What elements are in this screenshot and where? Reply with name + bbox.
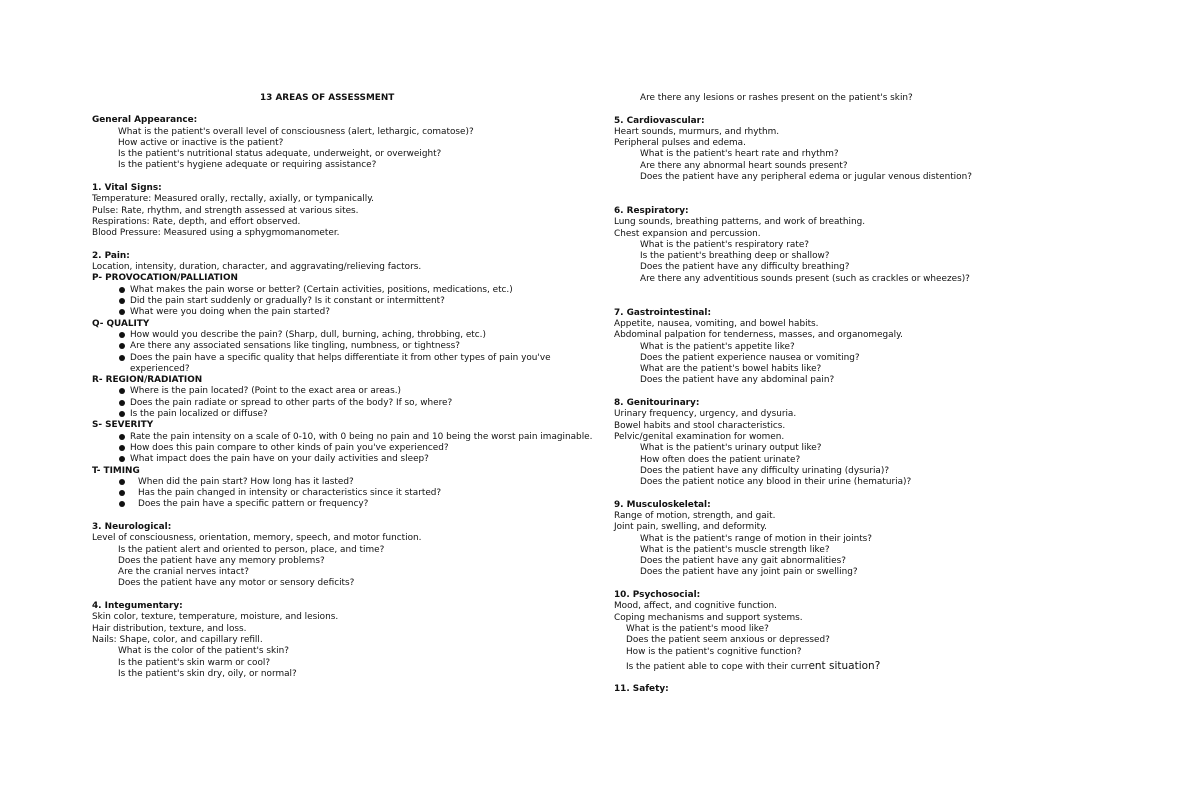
integ-line: Nails: Shape, color, and capillary refill. xyxy=(92,634,263,645)
integ-q: What is the color of the patient's skin? xyxy=(118,646,289,657)
gi-q: What are the patient's bowel habits like? xyxy=(640,364,822,375)
msk-line: Range of motion, strength, and gait. xyxy=(614,510,776,521)
vital-line: Blood Pressure: Measured using a sphygmomanometer. xyxy=(92,228,340,239)
bullet-icon xyxy=(119,411,125,417)
integ-q: Is the patient's skin warm or cool? xyxy=(118,657,271,668)
general-q1: What is the patient's overall level of consciousness (alert, lethargic, comatose)? xyxy=(118,126,474,137)
quality-heading: Q- QUALITY xyxy=(92,318,150,329)
list-item: Does the pain have a specific pattern or frequency? xyxy=(92,499,592,510)
cardio-line: Heart sounds, murmurs, and rhythm. xyxy=(614,126,780,137)
integ-heading: 4. Integumentary: xyxy=(92,601,183,612)
resp-q: Is the patient's breathing deep or shallow? xyxy=(640,251,830,262)
page-title: 13 AREAS OF ASSESSMENT xyxy=(260,93,395,103)
timing-heading: T- TIMING xyxy=(92,465,140,476)
neuro-intro: Level of consciousness, orientation, memory, speech, and motor function. xyxy=(92,533,422,544)
neuro-q: Are the cranial nerves intact? xyxy=(118,567,249,578)
psych-heading: 10. Psychosocial: xyxy=(614,590,701,601)
list-item: What makes the pain worse or better? (Certain activities, positions, medications, etc.) xyxy=(92,285,592,296)
neuro-q: Does the patient have any motor or sensory deficits? xyxy=(118,578,355,589)
resp-q: What is the patient's respiratory rate? xyxy=(640,239,809,250)
gi-q: Does the patient have any abdominal pain? xyxy=(640,375,835,386)
general-heading: General Appearance: xyxy=(92,115,198,126)
list-item: How would you describe the pain? (Sharp, dull, burning, aching, throbbing, etc.) xyxy=(92,330,592,341)
cardio-q: What is the patient's heart rate and rhythm? xyxy=(640,149,839,160)
gi-q: Does the patient experience nausea or vomiting? xyxy=(640,352,860,363)
list-item: What were you doing when the pain started? xyxy=(92,307,592,318)
gu-heading: 8. Genitourinary: xyxy=(614,398,700,409)
region-heading: R- REGION/RADIATION xyxy=(92,375,203,386)
gu-line: Pelvic/genital examination for women. xyxy=(614,431,785,442)
list-item: Has the pain changed in intensity or characteristics since it started? xyxy=(92,488,592,499)
general-q4: Is the patient's hygiene adequate or requiring assistance? xyxy=(118,160,377,171)
psych-q: Does the patient seem anxious or depressed? xyxy=(626,635,830,646)
list-item: Does the pain have a specific quality that helps differentiate it from other types of pain you've experienced? xyxy=(92,353,589,376)
msk-line: Joint pain, swelling, and deformity. xyxy=(614,522,767,533)
psych-line: Coping mechanisms and support systems. xyxy=(614,612,803,623)
psych-q: How is the patient's cognitive function? xyxy=(626,646,802,657)
general-q3: Is the patient's nutritional status adequate, underweight, or overweight? xyxy=(118,149,442,160)
resp-line: Chest expansion and percussion. xyxy=(614,228,761,239)
bullet-icon xyxy=(119,445,125,451)
bullet-icon xyxy=(119,298,125,304)
resp-q: Does the patient have any difficulty breathing? xyxy=(640,262,850,273)
bullet-icon xyxy=(119,287,125,293)
cardio-line: Peripheral pulses and edema. xyxy=(614,138,746,149)
msk-q: Does the patient have any joint pain or swelling? xyxy=(640,567,858,578)
right-column xyxy=(614,93,1134,696)
cardio-heading: 5. Cardiovascular: xyxy=(614,115,705,126)
cardio-q: Are there any abnormal heart sounds present? xyxy=(640,160,848,171)
pain-heading: 2. Pain: xyxy=(92,250,130,261)
list-item: Does the pain radiate or spread to other parts of the body? If so, where? xyxy=(92,398,592,409)
severity-heading: S- SEVERITY xyxy=(92,420,154,431)
bullet-icon xyxy=(119,332,125,338)
list-item: Is the pain localized or diffuse? xyxy=(92,409,592,420)
gi-line: Appetite, nausea, vomiting, and bowel habits. xyxy=(614,318,819,329)
cardio-q: Does the patient have any peripheral edema or jugular venous distention? xyxy=(640,172,972,183)
gi-heading: 7. Gastrointestinal: xyxy=(614,307,711,318)
gu-q: Does the patient have any difficulty urinating (dysuria)? xyxy=(640,465,890,476)
resp-line: Lung sounds, breathing patterns, and work of breathing. xyxy=(614,217,866,228)
integ-q-continued: Are there any lesions or rashes present on the patient's skin? xyxy=(640,93,913,103)
gi-q: What is the patient's appetite like? xyxy=(640,341,795,352)
vital-heading: 1. Vital Signs: xyxy=(92,183,162,194)
list-item: When did the pain start? How long has it lasted? xyxy=(92,477,592,488)
gi-line: Abdominal palpation for tenderness, masses, and organomegaly. xyxy=(614,330,903,341)
provocation-heading: P- PROVOCATION/PALLIATION xyxy=(92,273,238,284)
neuro-q: Is the patient alert and oriented to person, place, and time? xyxy=(118,544,385,555)
gu-line: Bowel habits and stool characteristics. xyxy=(614,420,786,431)
vital-line: Temperature: Measured orally, rectally, axially, or tympanically. xyxy=(92,194,374,205)
integ-line: Hair distribution, texture, and loss. xyxy=(92,623,247,634)
bullet-icon xyxy=(119,479,125,485)
neuro-q: Does the patient have any memory problems? xyxy=(118,555,325,566)
resp-q: Are there any adventitious sounds present (such as crackles or wheezes)? xyxy=(640,273,970,284)
general-q2: How active or inactive is the patient? xyxy=(118,137,284,148)
list-item: Rate the pain intensity on a scale of 0-10, with 0 being no pain and 10 being the worst pain imaginable. xyxy=(92,432,609,443)
bullet-icon xyxy=(119,434,125,440)
integ-line: Skin color, texture, temperature, moisture, and lesions. xyxy=(92,612,339,623)
resp-heading: 6. Respiratory: xyxy=(614,205,689,216)
psych-line: Mood, affect, and cognitive function. xyxy=(614,601,777,612)
neuro-heading: 3. Neurological: xyxy=(92,521,172,532)
list-item: What impact does the pain have on your daily activities and sleep? xyxy=(92,454,592,465)
vital-line: Respirations: Rate, depth, and effort observed. xyxy=(92,216,301,227)
gu-q: How often does the patient urinate? xyxy=(640,454,801,465)
left-column xyxy=(92,93,592,680)
vital-line: Pulse: Rate, rhythm, and strength assessed at various sites. xyxy=(92,205,359,216)
psych-q-last: Is the patient able to cope with their current situation? xyxy=(626,659,881,672)
integ-q: Is the patient's skin dry, oily, or normal? xyxy=(118,668,297,679)
bullet-icon xyxy=(119,400,125,406)
psych-q: What is the patient's mood like? xyxy=(626,623,769,634)
gu-line: Urinary frequency, urgency, and dysuria. xyxy=(614,409,797,420)
msk-heading: 9. Musculoskeletal: xyxy=(614,499,711,510)
gu-q: What is the patient's urinary output like? xyxy=(640,443,822,454)
list-item: Are there any associated sensations like tingling, numbness, or tightness? xyxy=(92,341,592,352)
bullet-icon xyxy=(119,355,125,361)
pain-intro: Location, intensity, duration, character, and aggravating/relieving factors. xyxy=(92,262,422,273)
msk-q: What is the patient's muscle strength like? xyxy=(640,544,830,555)
list-item: Where is the pain located? (Point to the exact area or areas.) xyxy=(92,386,592,397)
gu-q: Does the patient notice any blood in their urine (hematuria)? xyxy=(640,477,912,488)
msk-q: Does the patient have any gait abnormalities? xyxy=(640,556,846,567)
safety-heading: 11. Safety: xyxy=(614,684,669,695)
list-item: Did the pain start suddenly or gradually? Is it constant or intermittent? xyxy=(92,296,592,307)
msk-q: What is the patient's range of motion in their joints? xyxy=(640,533,873,544)
list-item: How does this pain compare to other kinds of pain you've experienced? xyxy=(92,443,592,454)
